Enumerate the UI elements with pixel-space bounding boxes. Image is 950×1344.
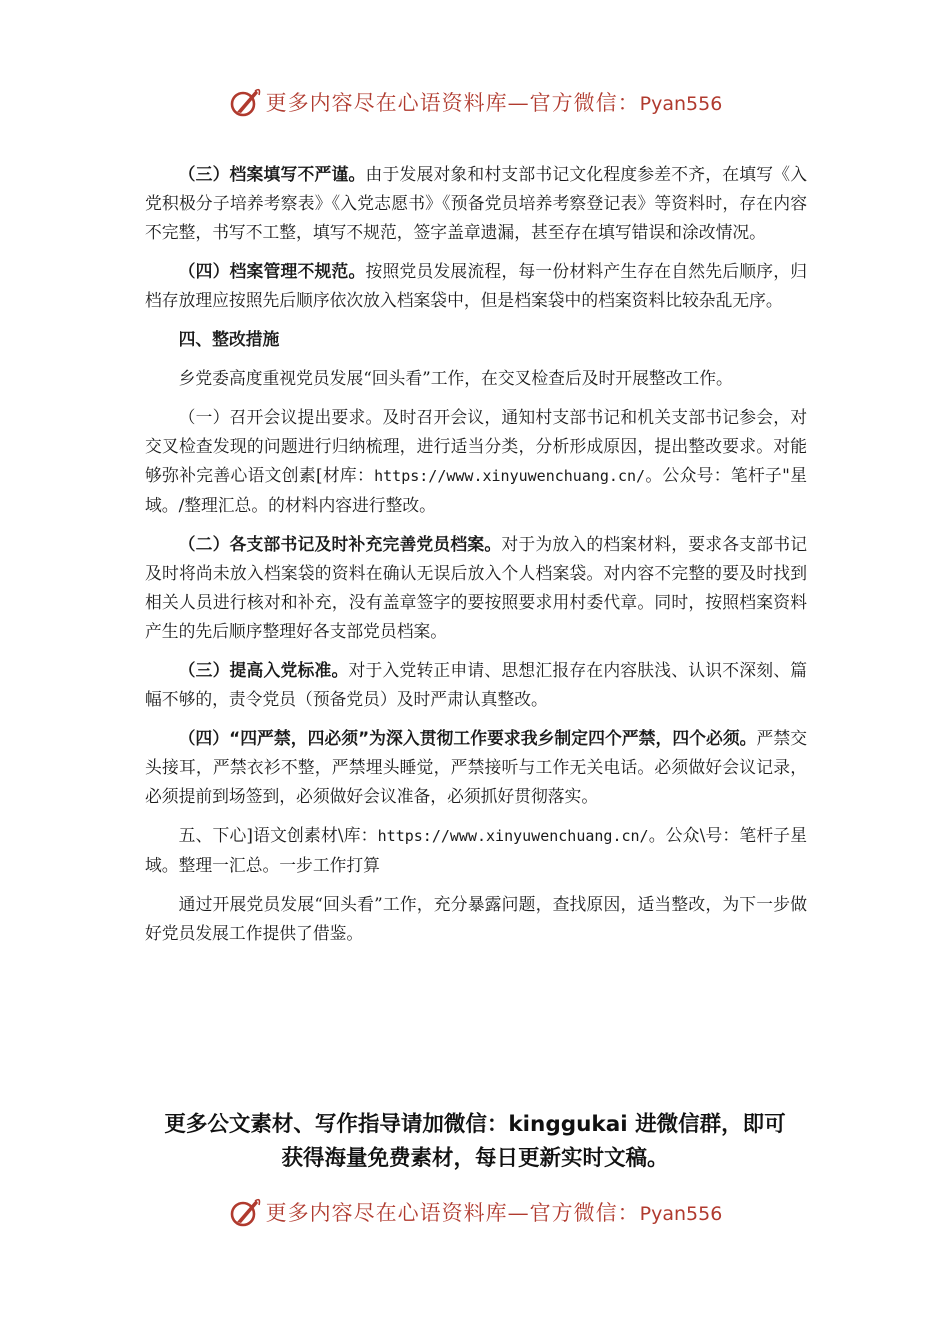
banner-text: 更多内容尽在心语资料库—官方微信：Pyan556 bbox=[265, 91, 723, 115]
paragraph-next-steps: 五、下心]语文创素材\库：https://www.xinyuwenchuang.cn/。公众\号：笔杆子星域。整理一汇总。一步工作打算 bbox=[145, 825, 808, 875]
promo-line-2: 获得海量免费素材，每日更新实时文稿。 bbox=[281, 1146, 669, 1171]
source-link: https://www.xinyuwenchuang.cn/ bbox=[374, 467, 646, 485]
paragraph-archive-management: （四）档案管理不规范。按照党员发展流程，每一份材料产生存在自然先后顺序，归档存放理应按照先后顺序依次放入档案袋中，但是档案袋中的档案资料比较杂乱无序。 bbox=[145, 261, 807, 310]
footer-banner bbox=[0, 1192, 950, 1232]
paragraph-archive-filling: （三）档案填写不严谨。由于发展对象和村支部书记文化程度参差不齐，在填写《入党积极分子培养考察表》《入党志愿书》《预备党员培养考察登记表》等资料时，存在内容不完整，书写不工整，填写不规范，签字盖章遗漏，甚至存在填写错误和涂改情况。 bbox=[145, 164, 807, 242]
banner-text: 更多内容尽在心语资料库—官方微信：Pyan556 bbox=[265, 1201, 723, 1225]
paragraph-conclusion: 通过开展党员发展“回头看”工作，充分暴露问题，查找原因，适当整改，为下一步做好党员发展工作提供了借鉴。 bbox=[145, 894, 807, 943]
paragraph-raise-standards: （三）提高入党标准。对于入党转正申请、思想汇报存在内容肤浅、认识不深刻、篇幅不够的，责令党员（预备党员）及时严肃认真整改。 bbox=[145, 660, 807, 709]
paragraph-rectification-intro: 乡党委高度重视党员发展“回头看”工作，在交叉检查后及时开展整改工作。 bbox=[178, 368, 733, 388]
document-body bbox=[145, 160, 807, 958]
wechat-id: Pyan556 bbox=[639, 1203, 723, 1225]
promo-line-1: 更多公文素材、写作指导请加微信：kinggukai 进微信群，即可 bbox=[164, 1112, 786, 1137]
section-heading-rectification: 四、整改措施 bbox=[178, 329, 280, 349]
quill-pen-logo-icon bbox=[228, 1195, 262, 1229]
wechat-id: Pyan556 bbox=[639, 93, 723, 115]
header-banner bbox=[0, 82, 950, 122]
promo-block bbox=[0, 1108, 950, 1176]
paragraph-four-prohibitions: （四）“四严禁，四必须”为深入贯彻工作要求我乡制定四个严禁，四个必须。严禁交头接耳，严禁衣衫不整，严禁埋头睡觉，严禁接听与工作无关电话。必须做好会议记录，必须提前到场签到，必须做好会议准备，必须抓好贯彻落实。 bbox=[145, 728, 807, 806]
paragraph-meeting: （一）召开会议提出要求。及时召开会议，通知村支部书记和机关支部书记参会，对交叉检查发现的问题进行归纳梳理，进行适当分类，分析形成原因，提出整改要求。对能够弥补完善心语文创素[材库：https://www.xinyuwenchuang.cn/。公众号：笔杆子"星域。/整理汇总。的材料内容进行整改。 bbox=[145, 407, 807, 515]
quill-pen-logo-icon bbox=[228, 85, 262, 119]
paragraph-supplement-archives: （二）各支部书记及时补充完善党员档案。对于为放入的档案材料，要求各支部书记及时将尚未放入档案袋的资料在确认无误后放入个人档案袋。对内容不完整的要及时找到相关人员进行核对和补充，没有盖章签字的要按照要求用村委代章。同时，按照档案资料产生的先后顺序整理好各支部党员档案。 bbox=[145, 534, 807, 641]
source-link: https://www.xinyuwenchuang.cn/ bbox=[377, 827, 649, 845]
